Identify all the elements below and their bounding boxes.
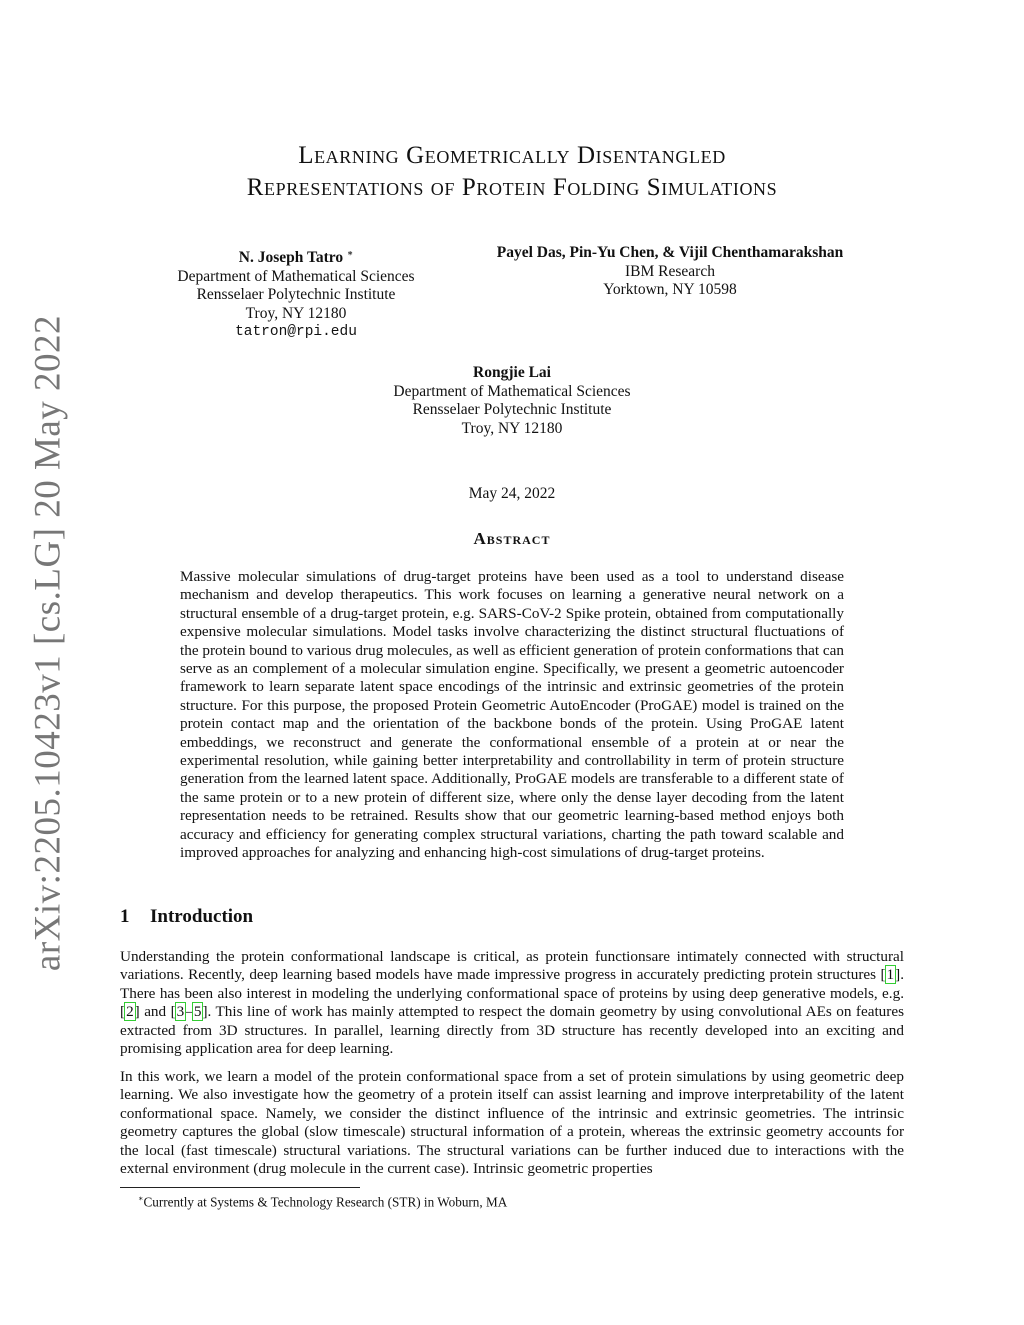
footnote-text: Currently at Systems & Technology Research (STR) in Woburn, MA xyxy=(143,1194,508,1210)
author-institution: Rensselaer Polytechnic Institute xyxy=(196,286,396,304)
citation-link[interactable]: 1 xyxy=(886,966,895,984)
title-line-2: Representations of Protein Folding Simulations xyxy=(246,174,778,201)
author-name: N. Joseph Tatro ∗ xyxy=(238,248,354,267)
section-number: 1 xyxy=(120,906,130,927)
citation-link[interactable]: 3 xyxy=(176,1003,185,1021)
author-institution: Rensselaer Polytechnic Institute xyxy=(412,401,612,418)
author-name: Rongjie Lai xyxy=(473,364,551,381)
footnote-mark: ∗ xyxy=(347,248,354,258)
abstract-text: Massive molecular simulations of drug-target proteins have been used as a tool to understand disease mechanism and develop therapeutics. This work focuses on learning a generative neural network on a structural ensemble of a drug-target protein, e.g. SARS-CoV-2 Spike protein, obtained from computationally expensive molecular simulations. Model tasks involve characterizing the distinct structural fluctuations of the protein bound to various drug molecules, as well as efficient generation of protein conformations that can serve as an complement of a molecular simulation engine. Specifically, we present a geometric autoencoder framework to learn separate latent space encodings of the intrinsic and extrinsic geometries of the protein structure. For this purpose, the proposed Protein Geometric AutoEncoder (ProGAE) model is trained on the protein contact map and the orientation of the backbone bonds of the protein. Using ProGAE latent embeddings, we reconstruct and generate the conformational ensemble of a protein at or near the experimental resolution, while gaining better interpretability and controllability in term of protein structure generation from the learned latent space. Additionally, ProGAE models are transferable to a different state of the same protein or to a new protein of different size, where only the dense layer decoding from the latent representation needs to be retrained. Results show that our geometric learning-based method enjoys both accuracy and efficiency for generating complex structural variations, charting the path toward scalable and improved approaches for analyzing and enhancing high-cost simulations of drug-target proteins. xyxy=(180,568,844,862)
author-institution: IBM Research xyxy=(625,262,715,280)
footnote-divider xyxy=(120,1187,360,1188)
author-block-ibm xyxy=(470,244,870,300)
author-name: Payel Das, Pin-Yu Chen, & Vijil Chenthamarakshan xyxy=(496,244,844,261)
author-affiliation: Department of Mathematical Sciences xyxy=(393,382,631,400)
author-block-tatro xyxy=(150,244,442,342)
intro-paragraph-1: Understanding the protein conformational landscape is critical, as protein functionsare intimately connected with structural variations. Recently, deep learning based models have made impressive progress in accurately predicting protein structures [1]. There has been also interest in modeling the underlying conformational space of proteins by using deep generative models, e.g. [2] and [3–5]. This line of work has mainly attempted to respect the domain geometry by using convolutional AEs on features extracted from 3D structures. In parallel, learning directly from 3D structure has recently developed into an exciting and promising application area for deep learning. xyxy=(120,948,904,1058)
footnote xyxy=(138,1191,507,1210)
section-title: Introduction xyxy=(150,906,254,927)
intro-paragraph-2: In this work, we learn a model of the protein conformational space from a set of protein simulations by using geometric deep learning. We also investigate how the geometry of a protein itself can assist learning and improve interpretability of the latent conformational space. Namely, we consider the distinct influence of the intrinsic and extrinsic geometries. The intrinsic geometry captures the global (slow timescale) structural information of a protein, whereas the extrinsic geometry accounts for the local (fast timescale) structural variations. The structural variations can be further induced due to interactions with the external environment (drug molecule in the current case). Intrinsic geometric properties xyxy=(120,1068,904,1178)
abstract-heading: Abstract xyxy=(473,529,551,548)
author-location: Yorktown, NY 10598 xyxy=(603,281,737,298)
section-heading-introduction xyxy=(120,906,253,928)
author-location: Troy, NY 12180 xyxy=(461,419,563,437)
author-location: Troy, NY 12180 xyxy=(245,304,347,322)
author-block-lai xyxy=(362,364,662,438)
paper-title xyxy=(120,140,904,204)
citation-link[interactable]: 2 xyxy=(126,1003,134,1021)
title-line-1: Learning Geometrically Disentangled xyxy=(298,142,726,169)
paper-date: May 24, 2022 xyxy=(468,485,556,502)
arxiv-identifier: arXiv:2205.10423v1 [cs.LG] 20 May 2022 xyxy=(27,314,69,972)
author-affiliation: Department of Mathematical Sciences xyxy=(177,267,415,285)
author-email[interactable]: tatron@rpi.edu xyxy=(235,324,357,341)
citation-link[interactable]: 5 xyxy=(193,1003,202,1021)
footnote-mark: ∗ xyxy=(138,1194,144,1203)
